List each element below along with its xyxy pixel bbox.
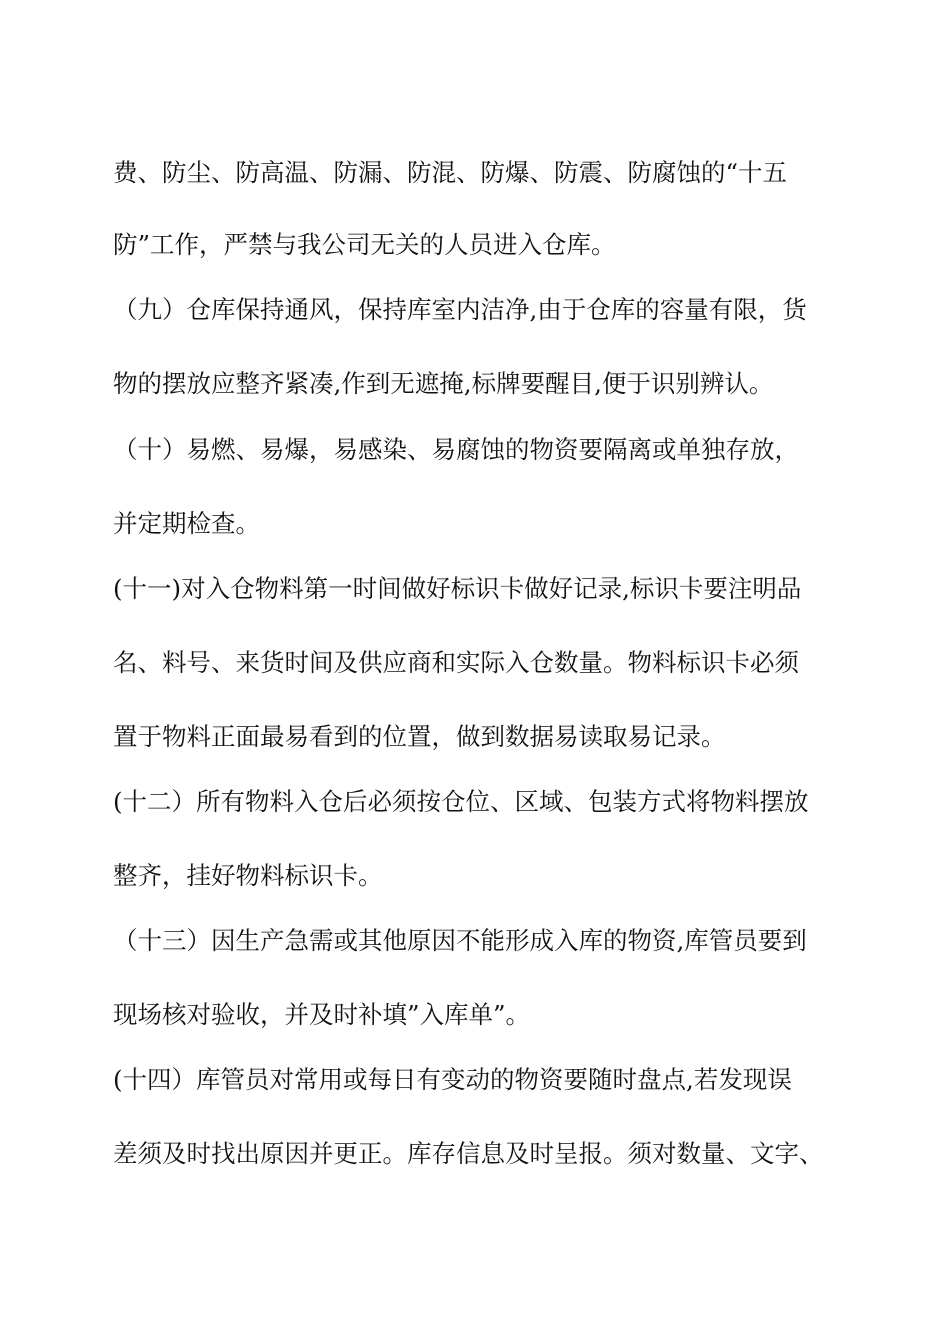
paragraph-line: 差须及时找出原因并更正。库存信息及时呈报。须对数量、文字、 — [113, 1139, 824, 1168]
paragraph-line: （十三）因生产急需或其他原因不能形成入库的物资,库管员要到 — [113, 926, 807, 955]
paragraph-line: 物的摆放应整齐紧凑,作到无遮掩,标牌要醒目,便于识别辨认。 — [113, 369, 774, 398]
paragraph-line: 整齐，挂好物料标识卡。 — [113, 861, 383, 890]
paragraph-line: 费、防尘、防高温、防漏、防混、防爆、防震、防腐蚀的“十五 — [113, 158, 788, 187]
paragraph-line: 并定期检查。 — [113, 509, 260, 538]
paragraph-line: 名、料号、来货时间及供应商和实际入仓数量。物料标识卡必须 — [113, 648, 799, 677]
paragraph-line: （十）易燃、易爆，易感染、易腐蚀的物资要隔离或单独存放， — [113, 435, 799, 464]
paragraph-line: (十一)对入仓物料第一时间做好标识卡做好记录,标识卡要注明品 — [113, 574, 802, 603]
paragraph-line: （九）仓库保持通风，保持库室内洁净,由于仓库的容量有限，货 — [113, 295, 807, 324]
paragraph-line: 置于物料正面最易看到的位置，做到数据易读取易记录。 — [113, 722, 726, 751]
paragraph-line: 现场核对验收，并及时补填”入库单”。 — [113, 1000, 531, 1029]
paragraph-line: (十四）库管员对常用或每日有变动的物资要随时盘点,若发现误 — [113, 1065, 792, 1094]
paragraph-line: (十二）所有物料入仓后必须按仓位、区域、包装方式将物料摆放 — [113, 787, 809, 816]
paragraph-line: 防”工作，严禁与我公司无关的人员进入仓库。 — [113, 230, 616, 259]
